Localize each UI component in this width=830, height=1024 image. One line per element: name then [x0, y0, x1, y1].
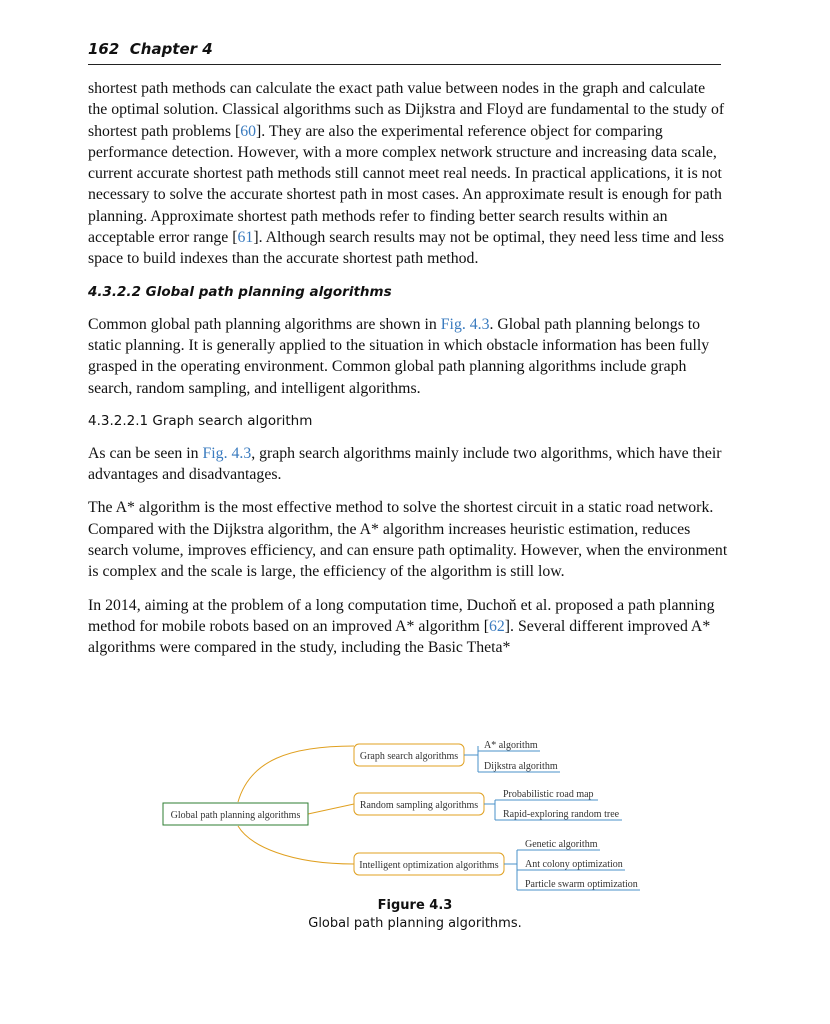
figure-caption-text: Global path planning algorithms. — [308, 916, 522, 931]
leaf-prm: Probabilistic road map — [503, 789, 594, 800]
page-number: 162 — [88, 40, 120, 58]
chapter-label: Chapter 4 — [129, 40, 213, 58]
figure-caption — [0, 897, 830, 933]
citation-link[interactable]: 62 — [489, 617, 505, 635]
connector-root-branch-3 — [238, 826, 354, 864]
connector-root-branch-1 — [238, 746, 354, 802]
branch-label-graph-search: Graph search algorithms — [359, 751, 459, 762]
paragraph-1: shortest path methods can calculate the exact path value between nodes in the graph and calculate the optimal solution. Classical algorithms such as Dijkstra and Floyd are fundamental to the study of shortest path problems [60]. They are also the experimental reference object for comparing performance detection. However, with a more complex network structure and increasing data scale, current accurate shortest path methods still cannot meet real needs. In practical applications, it is not necessary to solve the accurate shortest path in most cases. An approximate result is enough for path planning. Approximate shortest path methods refer to finding better search results within an acceptable error range [61]. Although search results may not be optimal, they need less time and less space to build indexes than the accurate shortest path method. — [88, 80, 725, 268]
leaf-rrt: Rapid-exploring random tree — [503, 809, 620, 820]
figure-link[interactable]: Fig. 4.3 — [440, 315, 490, 333]
paragraph-2: Common global path planning algorithms are shown in Fig. 4.3. Global path planning belongs to static planning. It is generally applied to the situation in which obstacle information has been fully grasped in the operating environment. Common global path planning algorithms include graph search, random sampling, and intelligent algorithms. — [88, 315, 710, 397]
section-title: 4.3.2.2 Global path planning algorithms — [88, 283, 392, 300]
branch-label-intelligent: Intelligent optimization algorithms — [359, 860, 499, 871]
citation-link[interactable]: 61 — [237, 229, 254, 247]
branch-label-random-sampling: Random sampling algorithms — [359, 800, 479, 811]
root-node-label: Global path planning algorithms — [170, 810, 301, 821]
leaf-dijkstra: Dijkstra algorithm — [484, 761, 558, 772]
figure-link[interactable]: Fig. 4.3 — [202, 444, 252, 462]
leaf-genetic: Genetic algorithm — [525, 839, 598, 850]
paragraph-4: The A* algorithm is the most effective method to solve the shortest circuit in a static road network. Compared with the Dijkstra algorithm, the A* algorithm increases heuristic estimation, reduces search volume, improves efficiency, and can ensure path optimality. However, when the environment is complex and the scale is large, the efficiency of the algorithm is still low. — [88, 499, 728, 581]
paragraph-3: As can be seen in Fig. 4.3, graph search algorithms mainly include two algorithms, which have their advantages and disadvantages. — [88, 444, 722, 484]
paragraph-5: In 2014, aiming at the problem of a long computation time, Duchoň et al. proposed a path planning method for mobile robots based on an improved A* algorithm [62]. Several different improved A* algorithms were compared in the study, including the Basic Theta* — [88, 596, 715, 657]
figure-label: Figure 4.3 — [377, 898, 453, 913]
connector-root-branch-2 — [308, 804, 354, 814]
leaf-ant-colony: Ant colony optimization — [525, 859, 623, 870]
citation-link[interactable]: 60 — [240, 122, 257, 140]
leaf-pso: Particle swarm optimization — [525, 879, 638, 890]
subsection-title: 4.3.2.2.1 Graph search algorithm — [88, 412, 313, 429]
leaf-a-star: A* algorithm — [484, 740, 538, 751]
